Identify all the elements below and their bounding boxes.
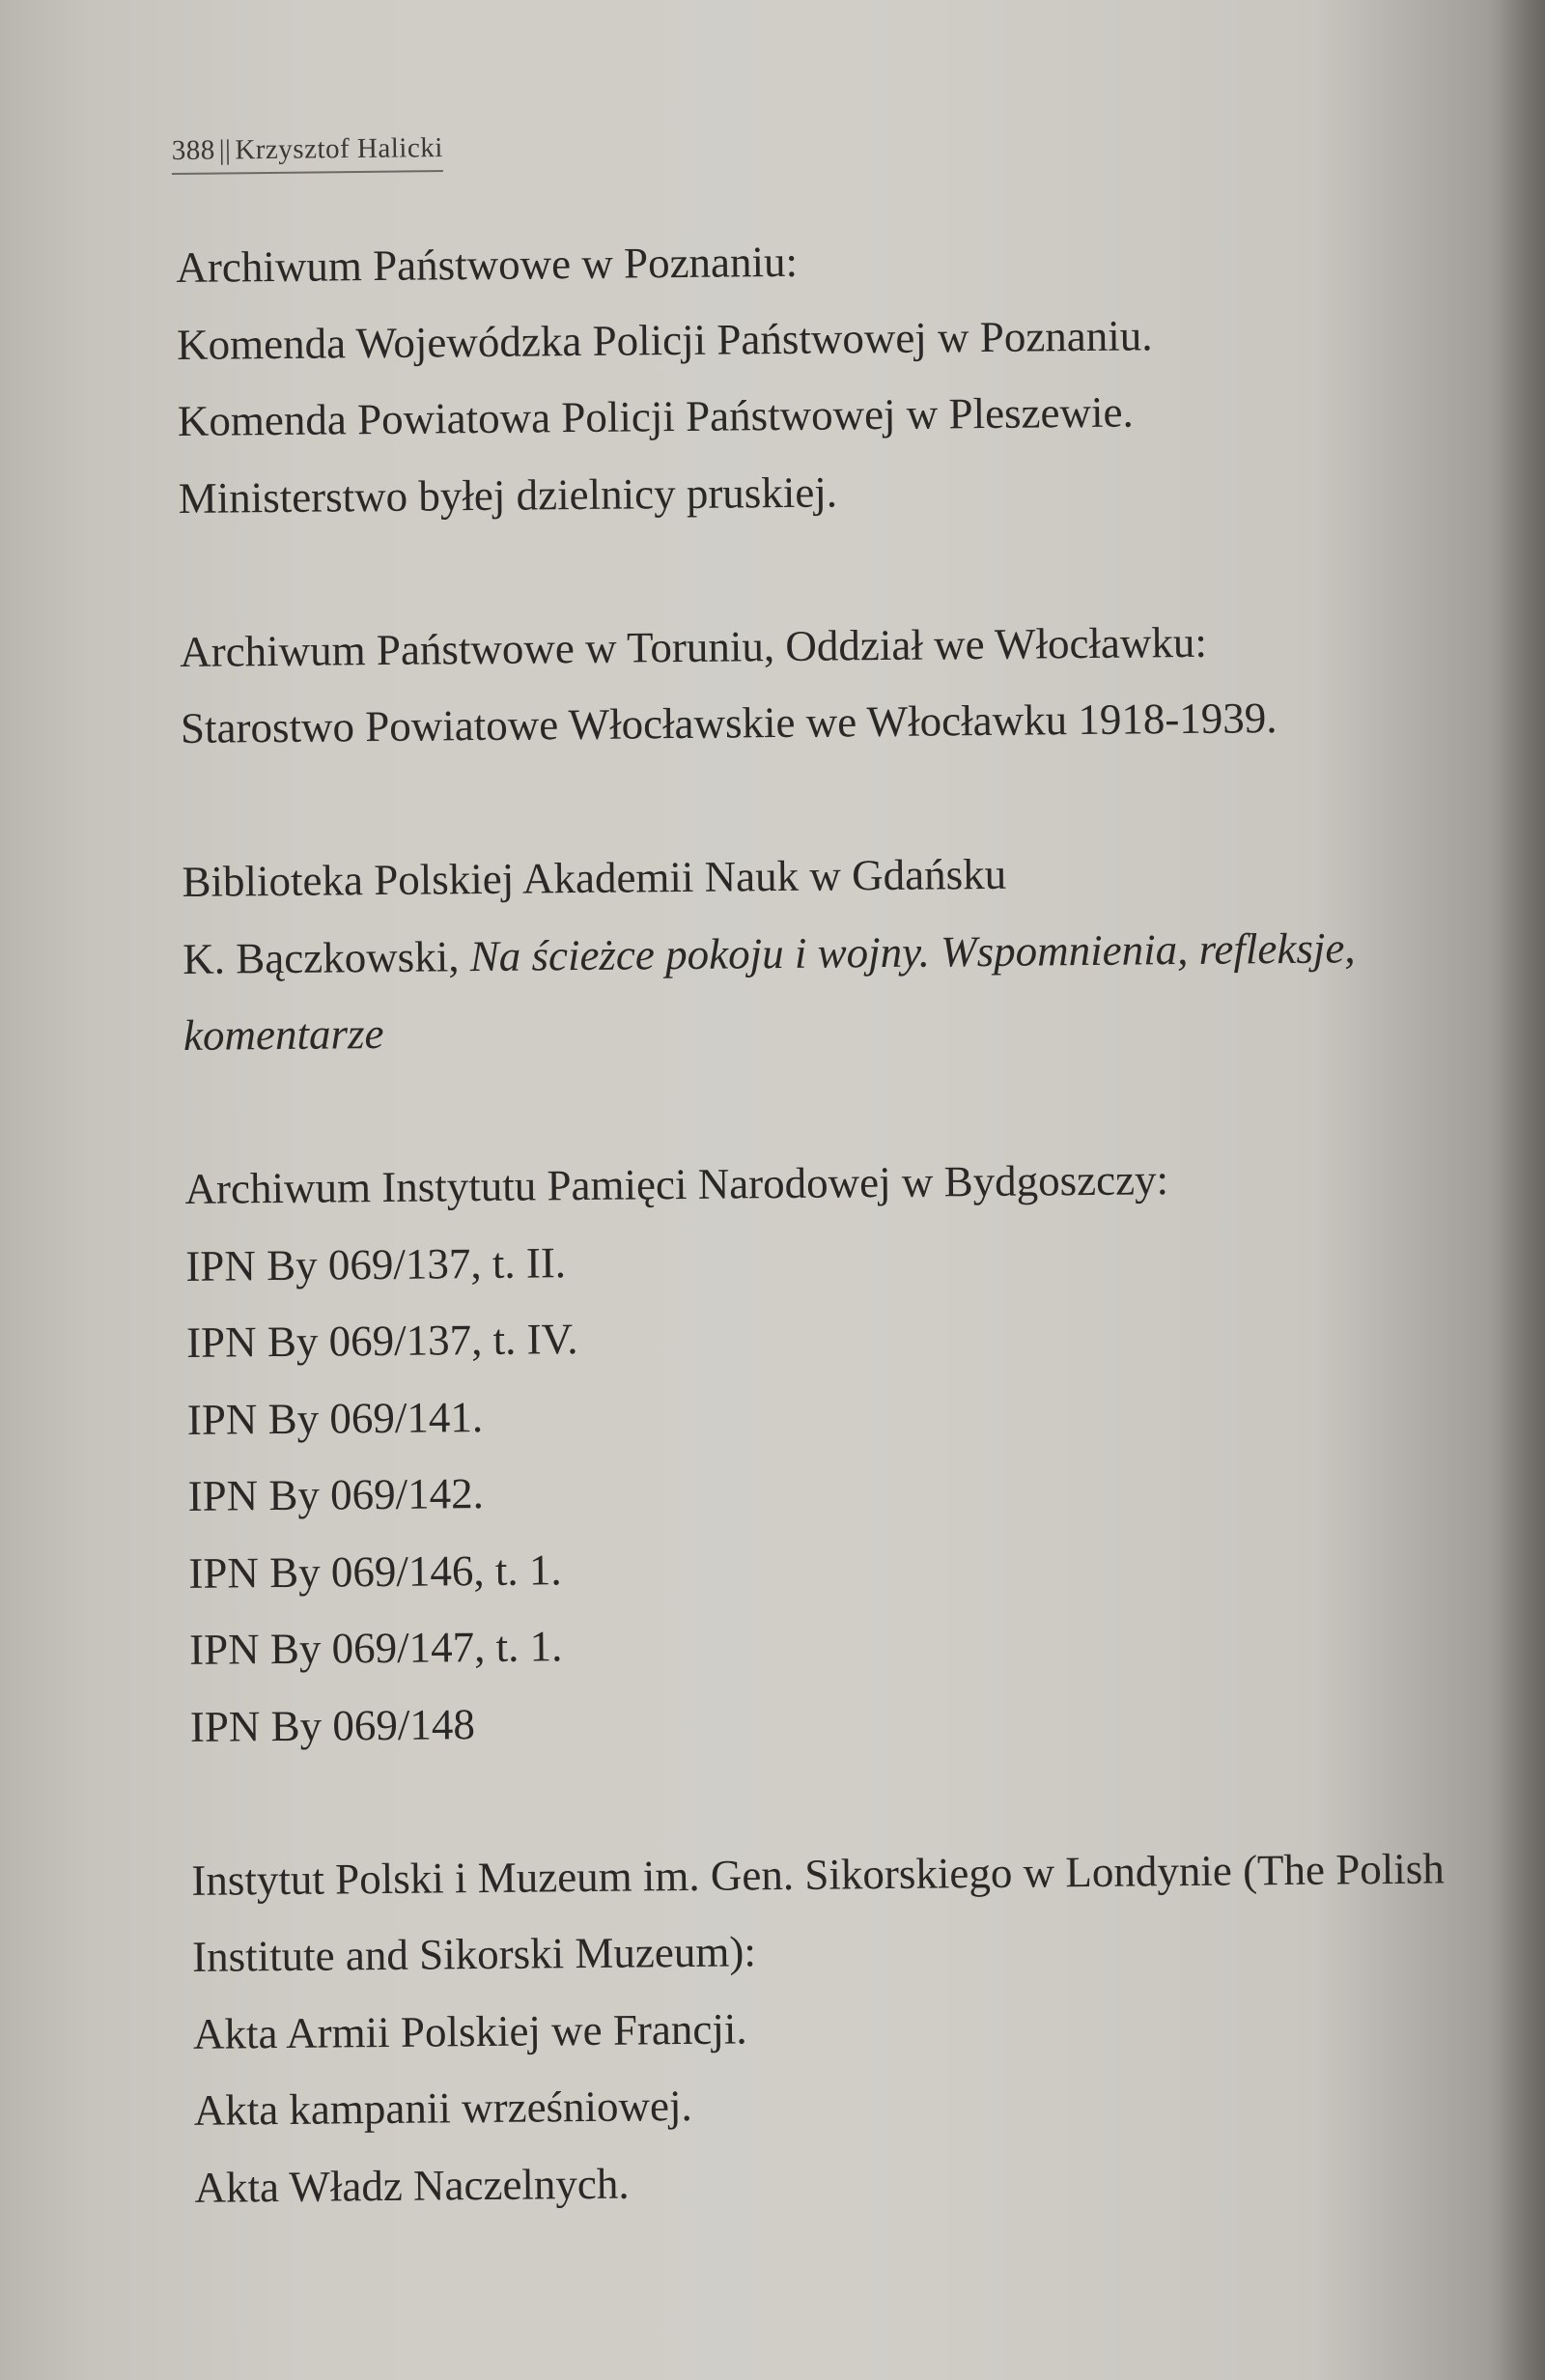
- list-item: IPN By 069/142.: [187, 1469, 485, 1520]
- section-gdansk-library: [182, 832, 1477, 1074]
- section-heading: Archiwum Instytutu Pamięci Narodowej w Bydgoszczy:: [184, 1155, 1169, 1213]
- section-sikorski-institute: [191, 1830, 1489, 2226]
- list-item: IPN By 069/146, t. 1.: [188, 1544, 562, 1598]
- section-heading: Biblioteka Polskiej Akademii Nauk w Gdańsku: [182, 849, 1007, 906]
- list-item: IPN By 069/137, t. II.: [185, 1237, 567, 1290]
- list-item: IPN By 069/137, t. IV.: [185, 1315, 578, 1367]
- list-item: [183, 909, 1477, 1075]
- book-author: K. Bączkowski,: [183, 931, 460, 983]
- section-heading: Instytut Polski i Muzeum im. Gen. Sikorskiego w Londynie (The Polish Institute and Sikorski Muzeum):: [191, 1843, 1446, 1981]
- section-poznan-archive: [176, 217, 1473, 537]
- header-separator: ||: [218, 134, 232, 166]
- section-torun-archive: [180, 602, 1475, 768]
- running-header: [172, 132, 443, 175]
- page-number: 388: [171, 134, 215, 167]
- list-item: Komenda Powiatowa Policji Państwowej w Pleszewie.: [177, 387, 1134, 445]
- section-heading: Archiwum Państwowe w Poznaniu:: [176, 237, 799, 292]
- archive-sources-list: [176, 217, 1489, 2226]
- page-edge-shadow: [1487, 0, 1545, 2380]
- list-item: Ministerstwo byłej dzielnicy pruskiej.: [178, 467, 838, 523]
- list-item: IPN By 069/147, t. 1.: [188, 1622, 563, 1674]
- list-item: Komenda Wojewódzka Policji Państwowej w Poznaniu.: [176, 310, 1153, 369]
- section-heading: Archiwum Państwowe w Toruniu, Oddział we Włocławku:: [179, 617, 1208, 676]
- list-item: IPN By 069/148: [189, 1699, 476, 1751]
- list-item: Akta kampanii wrześniowej.: [193, 2081, 692, 2135]
- list-item: Starostwo Powiatowe Włocławskie we Włocławku 1918-1939.: [180, 694, 1278, 752]
- book-title: Na ścieżce pokoju i wojny. Wspomnienia, refleksje, komentarze: [183, 922, 1356, 1060]
- section-ipn-bydgoszcz: [184, 1139, 1484, 1766]
- list-item: Akta Władz Naczelnych.: [194, 2159, 630, 2212]
- list-item: IPN By 069/141.: [186, 1392, 484, 1444]
- header-author: Krzysztof Halicki: [235, 132, 443, 166]
- list-item: Akta Armii Polskiej we Francji.: [192, 2003, 747, 2058]
